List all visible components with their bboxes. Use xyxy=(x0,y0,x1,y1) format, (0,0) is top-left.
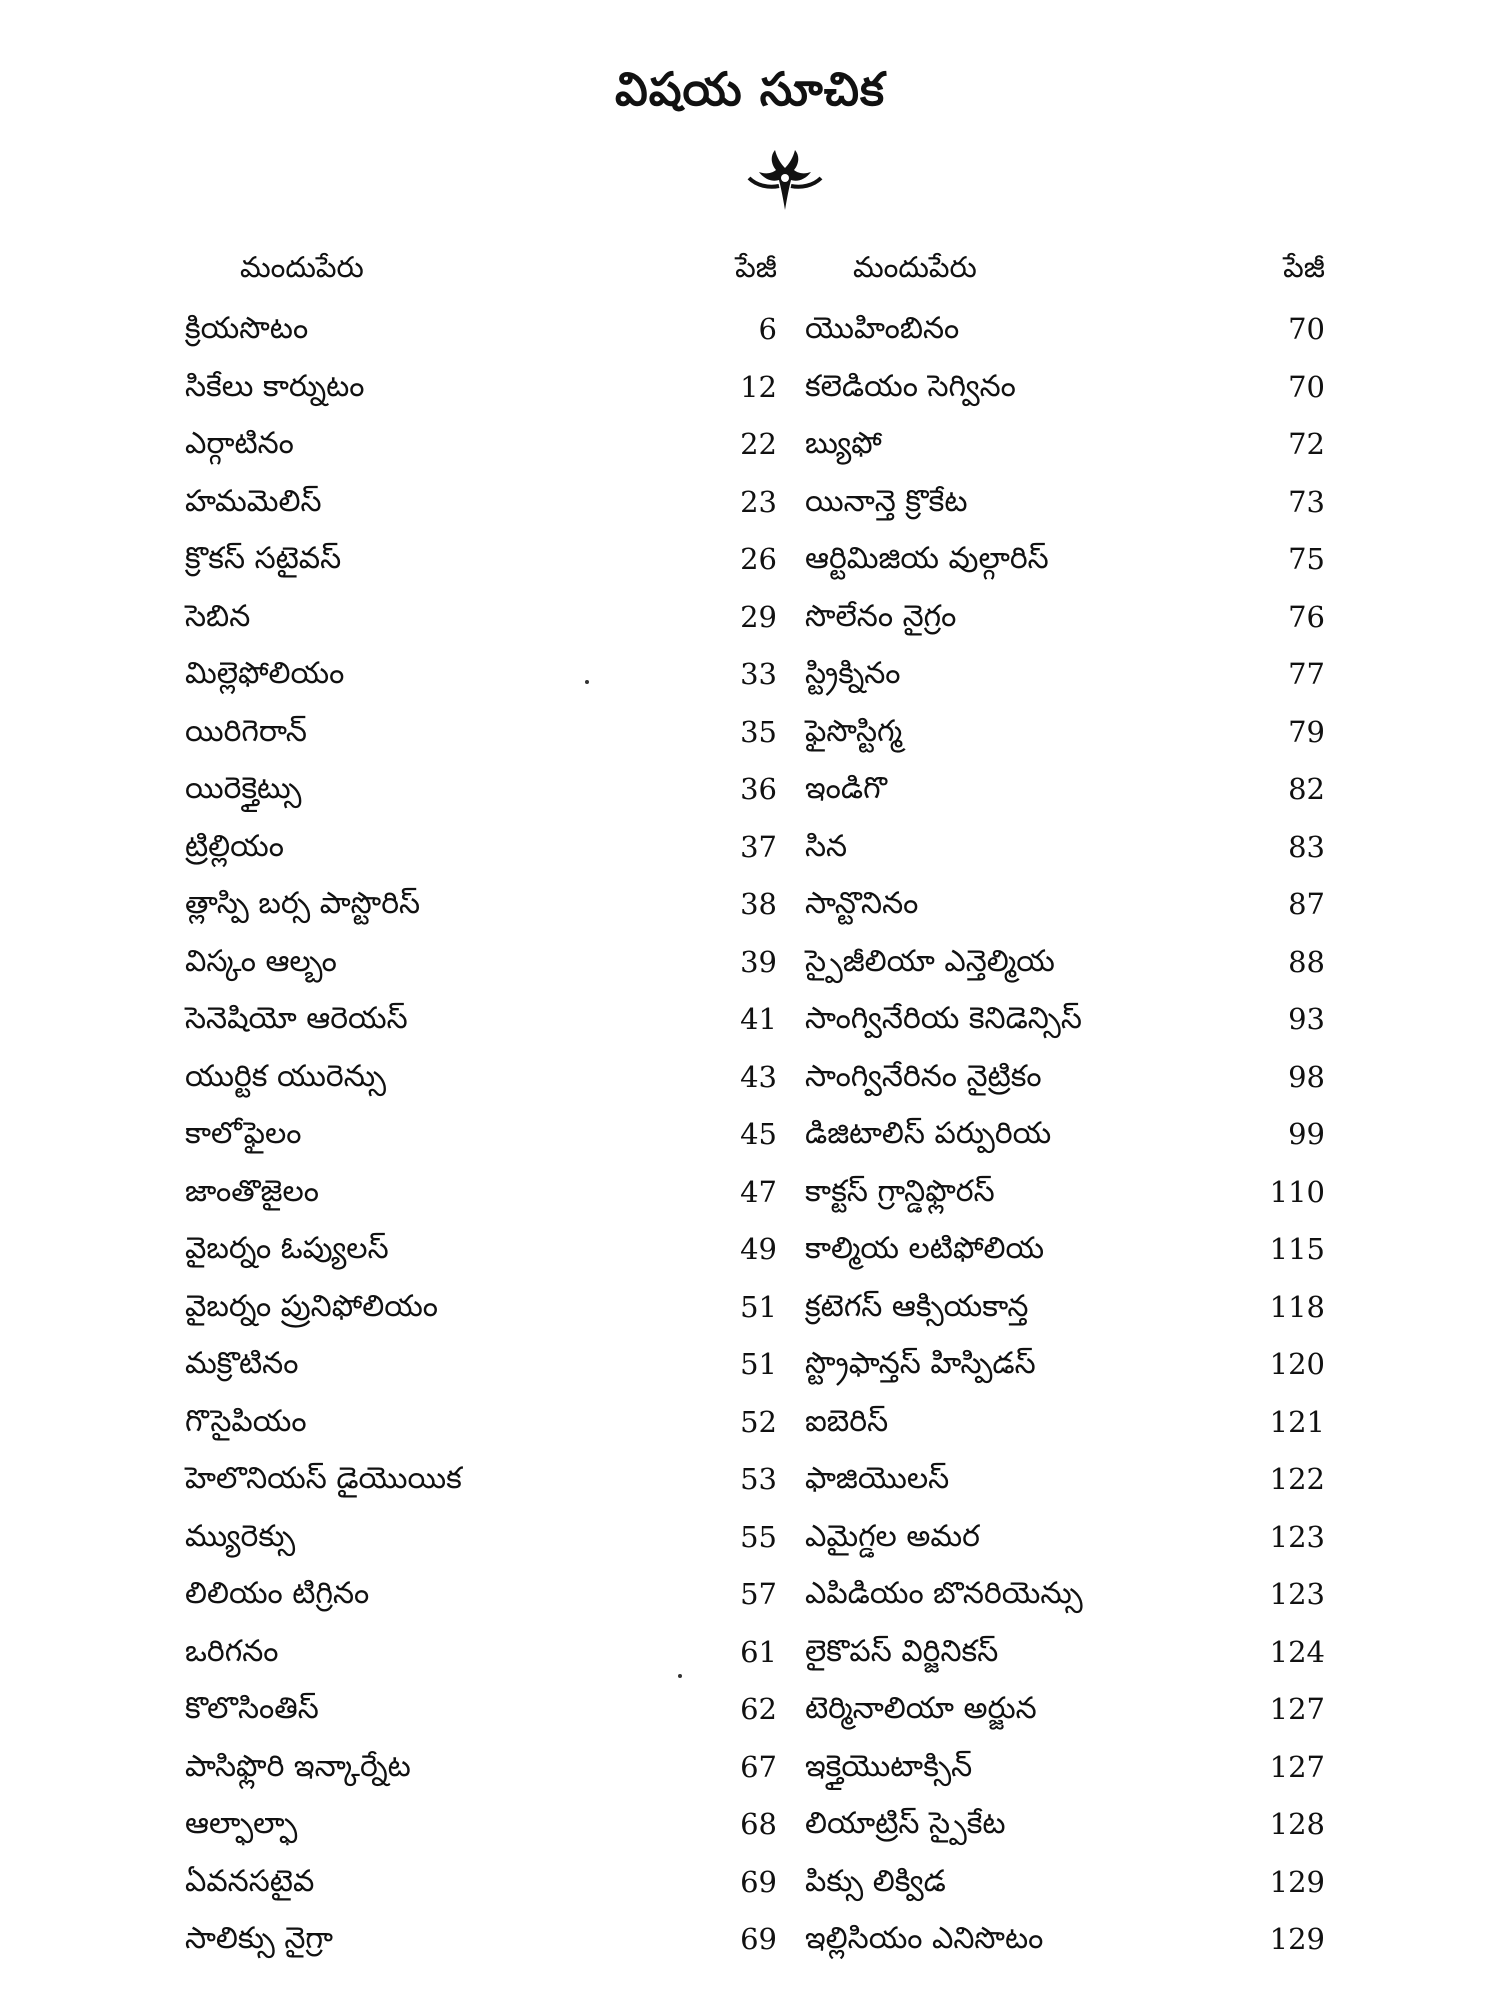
medicine-name: క్రటెగస్ ఆక్సియకాన్త xyxy=(805,1288,1029,1324)
list-item xyxy=(185,536,777,594)
medicine-name: యిరెక్తైట్సు xyxy=(185,771,302,806)
page-number: 55 xyxy=(740,1519,777,1554)
page-number-header: పేజీ xyxy=(735,250,777,284)
list-item xyxy=(805,1054,1325,1112)
list-item xyxy=(185,1226,777,1284)
medicine-name: సిన xyxy=(805,828,848,864)
medicine-name: లైకొపస్ విర్జినికస్ xyxy=(805,1633,999,1669)
list-item xyxy=(185,881,777,939)
list-item xyxy=(805,1111,1325,1169)
page-number: 115 xyxy=(1269,1232,1325,1266)
page-number: 45 xyxy=(740,1117,777,1151)
medicine-name: పిక్సు లిక్విడ xyxy=(805,1863,946,1899)
list-item xyxy=(185,1399,777,1457)
medicine-name: స్ట్రిక్నినం xyxy=(805,656,901,691)
medicine-name: సాంగ్వినేరినం నైట్రికం xyxy=(805,1058,1042,1094)
list-item xyxy=(805,1629,1325,1687)
medicine-name-header: మందుపేరు xyxy=(853,250,977,284)
medicine-name: వైబర్నం ప్రునిఫోలియం xyxy=(185,1288,439,1324)
page-number: 120 xyxy=(1269,1347,1325,1381)
list-item xyxy=(185,594,777,652)
list-item xyxy=(805,1456,1325,1514)
list-item xyxy=(805,709,1325,767)
medicine-name: మిల్లెఫోలియం xyxy=(185,656,345,691)
scan-speck xyxy=(585,680,589,684)
medicine-name: బ్యుఫో xyxy=(805,426,882,461)
list-item xyxy=(185,306,777,364)
medicine-name: యినాన్తె క్రొకేట xyxy=(805,483,968,519)
page-number: 123 xyxy=(1269,1577,1325,1611)
list-item xyxy=(805,594,1325,652)
list-item xyxy=(805,1744,1325,1802)
page-number: 36 xyxy=(740,772,777,806)
medicine-name: మ్యురెక్సు xyxy=(185,1518,296,1554)
page-number: 22 xyxy=(740,427,777,461)
list-item xyxy=(805,651,1325,709)
medicine-name: ఎమైగ్డల అమర xyxy=(805,1518,980,1554)
medicine-name: వైబర్నం ఓప్యులస్ xyxy=(185,1231,389,1266)
medicine-name: విస్కం ఆల్బం xyxy=(185,943,337,979)
list-item xyxy=(185,421,777,479)
list-item xyxy=(805,306,1325,364)
fleuron-icon xyxy=(743,148,827,214)
list-item xyxy=(185,1514,777,1572)
page-number: 123 xyxy=(1269,1519,1325,1554)
page-number: 93 xyxy=(1288,1002,1325,1036)
right-header-row xyxy=(805,250,1325,294)
medicine-name: సెనెషియో ఆరెయస్ xyxy=(185,1001,408,1036)
page-number: 118 xyxy=(1269,1289,1325,1324)
page-number: 129 xyxy=(1269,1864,1325,1899)
medicine-name: ఎర్గాటినం xyxy=(185,426,294,461)
medicine-name: స్పైజీలియా ఎన్తెల్మియ xyxy=(805,943,1055,979)
list-item xyxy=(185,651,777,709)
medicine-name-header: మందుపేరు xyxy=(240,250,364,284)
medicine-name: ఎపిడియం బొనరియెన్సు xyxy=(805,1576,1083,1611)
medicine-name: హెలొనియస్ డైయొయిక xyxy=(185,1461,462,1496)
page-number: 23 xyxy=(740,484,777,519)
list-item xyxy=(185,1456,777,1514)
medicine-name: ఫైసొస్టిగ్మ xyxy=(805,713,903,749)
scan-speck xyxy=(678,1674,682,1678)
medicine-name: ఆల్ఫాల్ఫా xyxy=(185,1806,298,1841)
page-number: 99 xyxy=(1288,1117,1325,1151)
page-number: 37 xyxy=(740,829,777,864)
page-number: 124 xyxy=(1269,1634,1325,1669)
list-item xyxy=(805,1169,1325,1227)
page-number: 122 xyxy=(1269,1462,1325,1496)
list-item xyxy=(185,939,777,997)
list-item xyxy=(805,1801,1325,1859)
list-item xyxy=(805,421,1325,479)
list-item xyxy=(805,1686,1325,1744)
medicine-name: ఇక్తైయొటాక్సిన్ xyxy=(805,1748,973,1784)
left-entry-list xyxy=(185,306,777,1974)
medicine-name: గొసైపియం xyxy=(185,1403,307,1439)
list-item xyxy=(805,1284,1325,1342)
medicine-name: త్లాస్పి బర్స పాస్టొరిస్ xyxy=(185,886,421,921)
list-item xyxy=(185,1629,777,1687)
list-item xyxy=(805,479,1325,537)
medicine-name: కాల్మియ లటిఫోలియ xyxy=(805,1231,1045,1266)
page-number: 76 xyxy=(1288,599,1325,634)
medicine-name: యుర్టిక యురెన్సు xyxy=(185,1058,386,1094)
list-item xyxy=(805,364,1325,422)
list-item xyxy=(805,1514,1325,1572)
medicine-name: సాంగ్వినేరియ కెనిడెన్సిస్ xyxy=(805,1001,1082,1036)
page-number: 61 xyxy=(740,1634,777,1669)
page-number-header: పేజీ xyxy=(1283,250,1325,284)
list-item xyxy=(185,479,777,537)
list-item xyxy=(805,1571,1325,1629)
page-number: 52 xyxy=(740,1404,777,1439)
page-number: 49 xyxy=(740,1232,777,1266)
page-number: 68 xyxy=(740,1807,777,1841)
right-entry-list xyxy=(805,306,1325,1974)
page-number: 26 xyxy=(740,542,777,576)
medicine-name: కాక్టస్ గ్రాన్డిఫ్లొరస్ xyxy=(805,1173,995,1209)
page-number: 33 xyxy=(740,657,777,691)
page-number: 39 xyxy=(740,944,777,979)
page-number: 77 xyxy=(1288,657,1325,691)
page-number: 127 xyxy=(1269,1692,1325,1726)
list-item xyxy=(185,1571,777,1629)
medicine-name: ఆర్టిమిజియ వుల్గారిస్ xyxy=(805,541,1049,576)
page-number: 72 xyxy=(1288,427,1325,461)
list-item xyxy=(185,1916,777,1974)
list-item xyxy=(185,1284,777,1342)
medicine-name: కాలోఫైలం xyxy=(185,1116,302,1151)
page-number: 129 xyxy=(1269,1922,1325,1956)
page-number: 12 xyxy=(740,369,777,404)
page-number: 29 xyxy=(740,599,777,634)
medicine-name: క్రొకస్ సటైవస్ xyxy=(185,541,342,576)
list-item xyxy=(805,1226,1325,1284)
medicine-name: ఐబెరిస్ xyxy=(805,1403,889,1439)
medicine-name: జాంతొజైలం xyxy=(185,1173,319,1209)
medicine-name: యిరిగెరాన్ xyxy=(185,713,307,749)
page-number: 83 xyxy=(1288,829,1325,864)
page-number: 127 xyxy=(1269,1749,1325,1784)
list-item xyxy=(185,364,777,422)
page-number: 6 xyxy=(758,312,777,346)
medicine-name: సికేలు కార్నుటం xyxy=(185,368,365,404)
list-item xyxy=(805,824,1325,882)
list-item xyxy=(805,996,1325,1054)
page-number: 62 xyxy=(740,1692,777,1726)
page-number: 38 xyxy=(740,887,777,921)
medicine-name: సాన్టొనినం xyxy=(805,886,919,921)
medicine-name: స్ట్రొఫాన్తస్ హిస్పిడస్ xyxy=(805,1346,1036,1381)
list-item xyxy=(805,766,1325,824)
list-item xyxy=(185,1169,777,1227)
list-item xyxy=(185,1111,777,1169)
medicine-name: సాలిక్సు నైగ్రా xyxy=(185,1921,334,1956)
page-number: 75 xyxy=(1288,542,1325,576)
medicine-name: ఒరిగనం xyxy=(185,1633,279,1669)
page-number: 88 xyxy=(1288,944,1325,979)
page-number: 41 xyxy=(740,1002,777,1036)
list-item xyxy=(805,536,1325,594)
list-item xyxy=(185,1686,777,1744)
medicine-name: కొలొసింతిస్ xyxy=(185,1691,319,1726)
page-number: 47 xyxy=(740,1174,777,1209)
page-number: 51 xyxy=(740,1289,777,1324)
medicine-name: యొహింబినం xyxy=(805,311,960,346)
page-number: 53 xyxy=(740,1462,777,1496)
page-number: 70 xyxy=(1288,369,1325,404)
page-number: 70 xyxy=(1288,312,1325,346)
page-number: 67 xyxy=(740,1749,777,1784)
page-number: 82 xyxy=(1288,772,1325,806)
page-number: 69 xyxy=(740,1922,777,1956)
page-number: 57 xyxy=(740,1577,777,1611)
medicine-name: సెబిన xyxy=(185,598,251,634)
page-number: 73 xyxy=(1288,484,1325,519)
medicine-name: డిజిటాలిస్ పర్పురియ xyxy=(805,1116,1052,1151)
list-item xyxy=(805,1916,1325,1974)
medicine-name: లియాట్రిస్ స్పైకేట xyxy=(805,1806,1006,1841)
page-number: 98 xyxy=(1288,1059,1325,1094)
page-title: విషయ సూచిక xyxy=(615,62,885,116)
page-number: 43 xyxy=(740,1059,777,1094)
medicine-name: పాసిఫ్లొరి ఇన్కార్నేట xyxy=(185,1748,411,1784)
list-item xyxy=(805,1399,1325,1457)
page-number: 128 xyxy=(1269,1807,1325,1841)
left-header-row xyxy=(185,250,777,294)
list-item xyxy=(185,1341,777,1399)
medicine-name: ఇల్లిసియం ఎనిసొటం xyxy=(805,1921,1044,1956)
medicine-name: మక్రొటినం xyxy=(185,1346,299,1381)
list-item xyxy=(805,939,1325,997)
list-item xyxy=(805,1859,1325,1917)
page-number: 35 xyxy=(740,714,777,749)
list-item xyxy=(805,881,1325,939)
medicine-name: ఇండిగొ xyxy=(805,771,887,806)
medicine-name: క్రియసొటం xyxy=(185,311,309,346)
medicine-name: ట్రిల్లియం xyxy=(185,828,284,864)
list-item xyxy=(185,996,777,1054)
medicine-name: హమమెలిస్ xyxy=(185,483,322,519)
list-item xyxy=(185,1801,777,1859)
list-item xyxy=(185,1859,777,1917)
list-item xyxy=(185,709,777,767)
list-item xyxy=(185,1744,777,1802)
page-number: 79 xyxy=(1288,714,1325,749)
page-number: 51 xyxy=(740,1347,777,1381)
list-item xyxy=(185,766,777,824)
page-number: 121 xyxy=(1269,1404,1325,1439)
medicine-name: లిలియం టిగ్రినం xyxy=(185,1576,370,1611)
page-number: 110 xyxy=(1269,1174,1325,1209)
medicine-name: కలెడియం సెగ్వినం xyxy=(805,368,1016,404)
list-item xyxy=(805,1341,1325,1399)
medicine-name: ఏవనసటైవ xyxy=(185,1863,315,1899)
medicine-name: టెర్మినాలియా అర్జున xyxy=(805,1691,1037,1726)
medicine-name: ఫాజియొలస్ xyxy=(805,1461,950,1496)
medicine-name: సొలేనం నైగ్రం xyxy=(805,598,957,634)
list-item xyxy=(185,1054,777,1112)
page-number: 87 xyxy=(1288,887,1325,921)
page-number: 69 xyxy=(740,1864,777,1899)
list-item xyxy=(185,824,777,882)
